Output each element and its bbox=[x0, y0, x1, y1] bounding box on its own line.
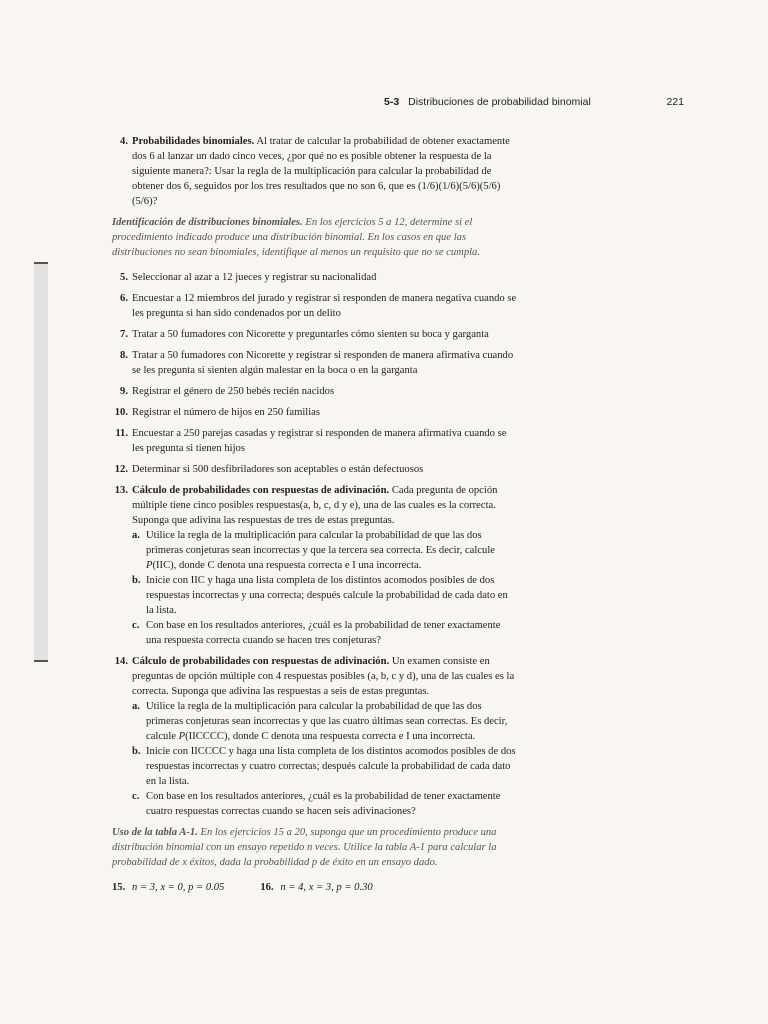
exercise-text: Tratar a 50 fumadores con Nicorette y preguntarles cómo sienten su boca y garganta bbox=[132, 329, 489, 340]
probability-symbol: P bbox=[178, 731, 186, 742]
exercise-title: Cálculo de probabilidades con respuestas de adivinación. bbox=[132, 656, 390, 667]
part-text: Inicie con IIC y haga una lista completa de los distintos acomodos posibles de dos respuestas incorrectas y una correcta; después calcule la probabilidad de cada dato en la lista. bbox=[146, 575, 508, 616]
exercise-13 bbox=[112, 483, 518, 648]
exercise-5 bbox=[112, 270, 518, 285]
exercise-number: 6. bbox=[120, 293, 128, 304]
part-text-rest: (IICCCC), donde C denota una respuesta correcta e I una incorrecta. bbox=[185, 731, 476, 742]
exercise-number: 14. bbox=[114, 656, 128, 667]
exercise-number: 16. bbox=[260, 882, 274, 893]
exercise-11 bbox=[112, 426, 518, 456]
part-label: c. bbox=[132, 791, 140, 802]
exercise-text: Registrar el género de 250 bebés recién nacidos bbox=[132, 386, 335, 397]
exercise-10 bbox=[112, 405, 518, 420]
part-text: Utilice la regla de la multiplicación para calcular la probabilidad de que las dos primeras conjeturas sean incorrectas y que las cuatro últimas sean correctas. Es decir, calcule bbox=[146, 701, 508, 742]
running-header bbox=[384, 96, 684, 108]
exercise-number: 10. bbox=[114, 407, 128, 418]
exercise-text: Seleccionar al azar a 12 jueces y registrar su nacionalidad bbox=[132, 272, 377, 283]
section-intro-binomial bbox=[112, 215, 518, 260]
exercise-title: Cálculo de probabilidades con respuestas de adivinación. bbox=[132, 485, 390, 496]
exercise-15 bbox=[112, 880, 224, 895]
exercise-14 bbox=[112, 654, 518, 819]
exercise-6 bbox=[112, 291, 518, 321]
part-b bbox=[132, 573, 518, 618]
exercise-number: 8. bbox=[120, 350, 128, 361]
exercise-text: Un examen consiste en preguntas de opción múltiple con 4 respuestas posibles (a, b, c y d), una de las cuales es la correcta. Suponga que adivina las respuestas a seis de estas preguntas. bbox=[132, 656, 515, 697]
part-text: Utilice la regla de la multiplicación para calcular la probabilidad de que las dos primeras conjeturas sean incorrectas y que la tercera sea correcta. Es decir, calcule bbox=[146, 530, 495, 556]
exercise-8 bbox=[112, 348, 518, 378]
part-text-rest: (IIC), donde C denota una respuesta correcta e I una incorrecta. bbox=[152, 560, 422, 571]
intro-title: Identificación de distribuciones binomiales. bbox=[112, 217, 303, 228]
exercise-number: 9. bbox=[120, 386, 128, 397]
exercise-12 bbox=[112, 462, 518, 477]
exercises-15-16 bbox=[112, 880, 518, 895]
part-label: c. bbox=[132, 620, 140, 631]
intro-text: En los ejercicios 15 a 20, suponga que un procedimiento produce una distribución binomial con un ensayo repetido n veces. Utilice la tabla A-1 para calcular la probabilidad de x éxitos, dada la probabilidad p de éxito en un ensayo dado. bbox=[112, 827, 497, 868]
part-label: b. bbox=[132, 575, 141, 586]
exercise-text: n = 4, x = 3, p = 0.30 bbox=[280, 882, 373, 893]
exercise-number: 13. bbox=[114, 485, 128, 496]
page-content bbox=[112, 134, 518, 895]
exercise-text: Cada pregunta de opción múltiple tiene cinco posibles respuestas(a, b, c, d y e), una de las cuales es la correcta. Suponga que adivina las respuestas de tres de estas preguntas. bbox=[132, 485, 498, 526]
part-a bbox=[132, 528, 518, 573]
exercise-title: Probabilidades binomiales. bbox=[132, 136, 255, 147]
exercise-number: 15. bbox=[112, 882, 126, 893]
probability-symbol: P bbox=[146, 560, 153, 571]
exercise-text: n = 3, x = 0, p = 0.05 bbox=[132, 882, 225, 893]
part-c bbox=[132, 618, 518, 648]
exercise-text: Determinar si 500 desfibriladores son aceptables o están defectuosos bbox=[132, 464, 424, 475]
part-text: Inicie con IICCCC y haga una lista completa de los distintos acomodos posibles de dos respuestas incorrectas y cuatro correctas; después calcule la probabilidad de cada dato en la lista. bbox=[146, 746, 516, 787]
part-b bbox=[132, 744, 518, 789]
exercise-text: Tratar a 50 fumadores con Nicorette y registrar si responden de manera afirmativa cuando se les pregunta si sienten algún malestar en la boca o en la garganta bbox=[132, 350, 514, 376]
margin-bar-bottom-tick bbox=[34, 660, 48, 662]
exercise-4 bbox=[112, 134, 518, 209]
exercise-text: Al tratar de calcular la probabilidad de obtener exactamente dos 6 al lanzar un dado cinco veces, ¿por qué no es posible obtener la respuesta de la siguiente manera?: Usar la regla de la multiplicación para calcular la probabilidad de obtener dos 6, seguidos por los tres resultados que no son 6, que es (1/6)(1/6)(5/6)(5/6)(5/6)? bbox=[132, 136, 510, 207]
margin-bar-top-tick bbox=[34, 262, 48, 264]
exercise-text: Registrar el número de hijos en 250 familias bbox=[132, 407, 320, 418]
part-label: b. bbox=[132, 746, 141, 757]
section-title: Distribuciones de probabilidad binomial bbox=[408, 96, 591, 108]
exercise-number: 4. bbox=[120, 136, 128, 147]
exercise-16 bbox=[260, 880, 372, 895]
part-text: Con base en los resultados anteriores, ¿cuál es la probabilidad de tener exactamente cuatro respuestas correctas cuando se hacen seis adivinaciones? bbox=[146, 791, 501, 817]
exercise-number: 5. bbox=[120, 272, 128, 283]
intro-title: Uso de la tabla A-1. bbox=[112, 827, 198, 838]
exercise-9 bbox=[112, 384, 518, 399]
page-number: 221 bbox=[666, 96, 684, 108]
exercise-number: 12. bbox=[114, 464, 128, 475]
intro-text: En los ejercicios 5 a 12, determine si el procedimiento indicado produce una distribución binomial. En los casos en que las distribuciones no sean binomiales, identifique al menos un requisito que no se cumpla. bbox=[112, 217, 480, 258]
margin-bar bbox=[34, 262, 48, 662]
exercise-number: 7. bbox=[120, 329, 128, 340]
part-label: a. bbox=[132, 701, 140, 712]
exercise-number: 11. bbox=[115, 428, 128, 439]
part-text: Con base en los resultados anteriores, ¿cuál es la probabilidad de tener exactamente una respuesta correcta cuando se hacen tres conjeturas? bbox=[146, 620, 501, 646]
exercise-text: Encuestar a 12 miembros del jurado y registrar si responden de manera negativa cuando se les pregunta si han sido condenados por un delito bbox=[132, 293, 517, 319]
section-intro-table-a1 bbox=[112, 825, 518, 870]
section-number: 5-3 bbox=[384, 96, 400, 108]
part-a bbox=[132, 699, 518, 744]
exercise-text: Encuestar a 250 parejas casadas y registrar si responden de manera afirmativa cuando se les pregunta si tienen hijos bbox=[132, 428, 507, 454]
part-c bbox=[132, 789, 518, 819]
exercise-7 bbox=[112, 327, 518, 342]
part-label: a. bbox=[132, 530, 140, 541]
